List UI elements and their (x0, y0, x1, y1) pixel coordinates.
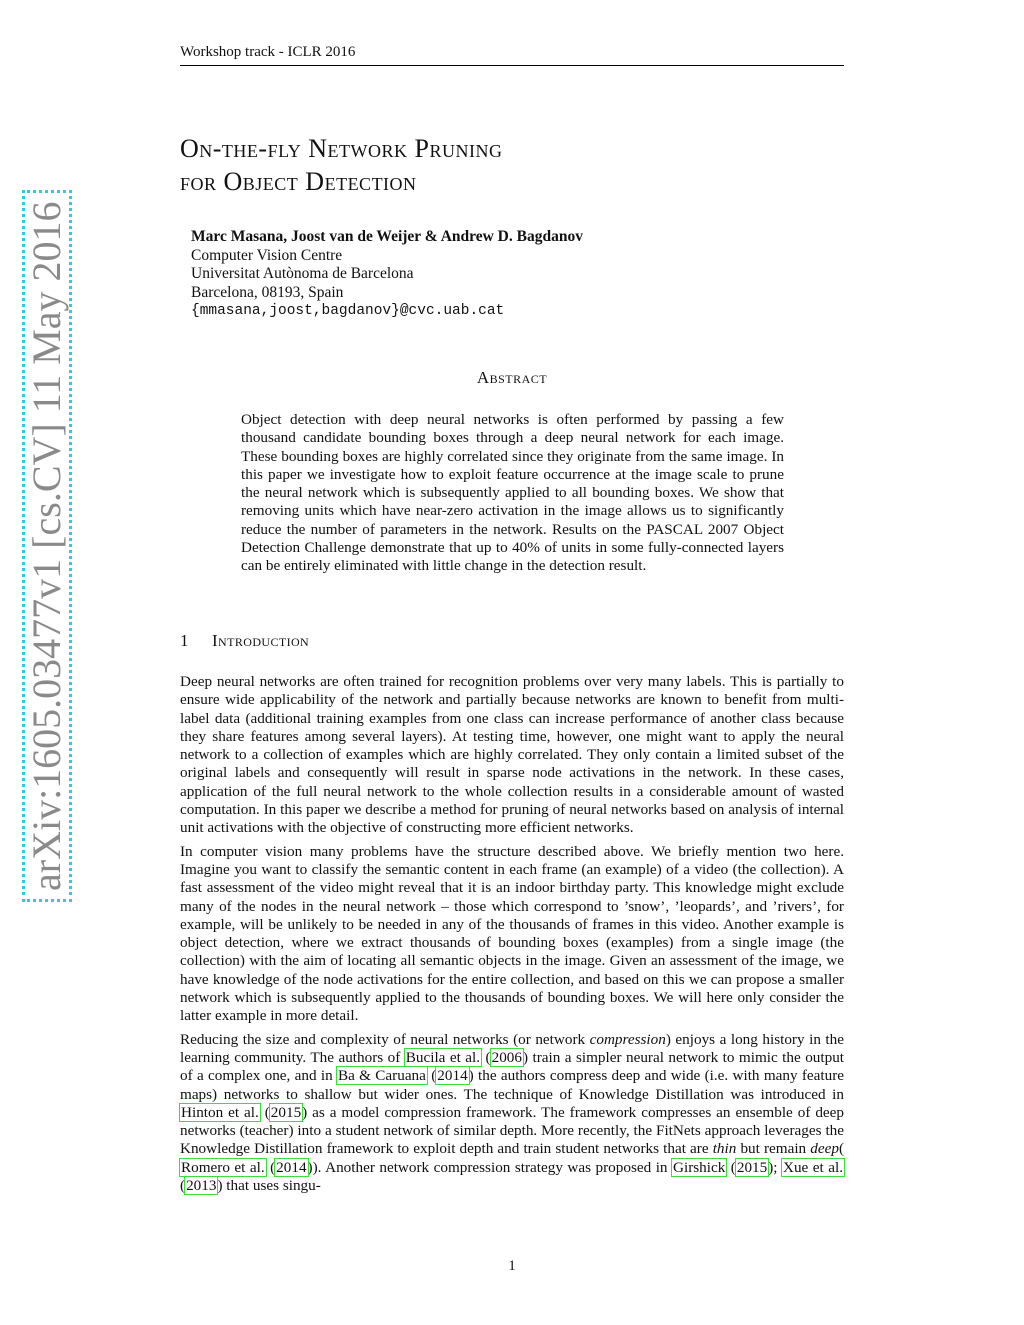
citation-year-link-hinton[interactable]: 2015 (270, 1103, 302, 1121)
text-span: ) that uses singu- (217, 1177, 321, 1195)
paper-title (180, 132, 503, 198)
text-span: ( (259, 1103, 270, 1121)
text-span: ) as a model compression framework. The framework compresses an ensemble of deep networks (teacher) into a student network of similar depth. More recently, the FitNets approach leverages the Knowledge Distillation framework to exploit depth and train student networks that are (180, 1103, 844, 1158)
text-span: ( (180, 1177, 186, 1195)
emphasis-deep: deep (810, 1140, 839, 1158)
citation-year-link-girshick[interactable]: 2015 (736, 1158, 768, 1176)
citation-link-hinton[interactable]: Hinton et al. (181, 1103, 259, 1121)
author-block (191, 228, 583, 321)
citation-year-link-bucila[interactable]: 2006 (491, 1048, 522, 1066)
intro-paragraph-3 (180, 1031, 844, 1196)
author-emails: {mmasana,joost,bagdanov}@cvc.uab.cat (191, 303, 505, 319)
abstract-text: Object detection with deep neural networks is often performed by passing a few thousand candidate bounding boxes through a deep neural network for each image. These bounding boxes are highly correlated since they originate from the same image. In this paper we investigate how to exploit feature occurrence at the image scale to prune the neural network which is subsequently applied to all bounding boxes. We show that removing units which have near-zero activation in the image allows us to significantly reduce the number of parameters in the network. Results on the PASCAL 2007 Object Detection Challenge demonstrate that up to 40% of units in some fully-connected layers can be entirely eliminated with little change in the detection result. (241, 411, 784, 575)
text-span: ) enjoys a long history in the learning community. The authors of (180, 1030, 844, 1066)
citation-link-bucila[interactable]: Bucila et al. (405, 1048, 481, 1066)
citation-year-link-romero[interactable]: 2014 (276, 1158, 307, 1176)
header-rule (180, 65, 844, 66)
affiliation-university: Universitat Autònoma de Barcelona (191, 265, 414, 282)
text-span: ( (481, 1048, 491, 1066)
text-span: ( (265, 1158, 276, 1176)
page-number: 1 (508, 1258, 516, 1274)
section-title: Introduction (212, 631, 310, 650)
section-number: 1 (180, 631, 189, 650)
author-names: Marc Masana, Joost van de Weijer & Andrew D. Bagdanov (191, 228, 583, 245)
intro-paragraph-2: In computer vision many problems have the structure described above. We briefly mention two here. Imagine you want to classify the semantic content in each frame (an example) of a video (the collection). A fast assessment of the video might reveal that it is an indoor birthday party. This knowledge might exclude many of the nodes in the neural network – those which correspond to ’snow’, ’leopards’, and ’rivers’, for example, will be unlikely to be needed in any of the thousands of frames in this video. Another example is object detection, where we extract thousands of bounding boxes (examples) from a single image (the collection) with the aim of locating all semantic objects in the image. Given an assessment of the image, we have knowledge of the node activations for the entire collection, and based on this we can propose a smaller network which is subsequently applied to the thousands of bounding boxes. We will here only consider the latter example in more detail. (180, 842, 844, 1025)
intro-paragraph-1: Deep neural networks are often trained for recognition problems over very many labels. This is partially to ensure wide applicability of the network and partially because networks are known to benefit from multi-label data (additional training examples from one class can increase performance of another class because they share features among several layers). At testing time, however, one might want to apply the neural network to a collection of examples which are highly correlated. They only contain a limited subset of the original labels and consequently will result in sparse node activations in the network. In these cases, application of the full neural network to the whole collection results in a considerable amount of wasted computation. In this paper we describe a method for pruning of neural networks based on analysis of internal unit activations with the objective of constructing more efficient networks. (180, 673, 844, 837)
text-span: ( (838, 1140, 844, 1158)
text-span: ) train a simpler neural network to mimic the output of a complex one, and in (180, 1048, 845, 1085)
text-span: ( (726, 1158, 736, 1176)
section-heading-introduction (180, 631, 309, 651)
emphasis-thin: thin (712, 1140, 737, 1158)
citation-link-girshick[interactable]: Girshick (673, 1158, 726, 1176)
running-header: Workshop track - ICLR 2016 (180, 44, 356, 60)
citation-year-link-xue[interactable]: 2013 (186, 1177, 217, 1195)
citation-year-link-ba-caruana[interactable]: 2014 (437, 1067, 468, 1085)
arxiv-identifier-stamp[interactable]: arXiv:1605.03477v1 [cs.CV] 11 May 2016 (22, 190, 72, 902)
citation-link-romero[interactable]: Romero et al. (181, 1158, 265, 1176)
affiliation-address: Barcelona, 08193, Spain (191, 283, 344, 301)
citation-link-xue[interactable]: Xue et al. (783, 1158, 843, 1176)
abstract-heading: Abstract (476, 368, 548, 387)
citation-link-ba-caruana[interactable]: Ba & Caruana (338, 1067, 426, 1085)
title-line-2: for Object Detection (180, 167, 417, 196)
text-span: )). Another network compression strategy was proposed in (307, 1158, 672, 1176)
affiliation-centre: Computer Vision Centre (191, 246, 343, 264)
title-line-1: On-the-fly Network Pruning (180, 134, 503, 163)
text-span: ) the authors compress deep and wide (i.e. with many feature maps) networks to shallow but wider ones. The technique of Knowledge Distillation was introduced in (180, 1067, 845, 1103)
text-span: ); (768, 1158, 782, 1176)
text-span: ( (426, 1067, 437, 1085)
emphasis-compression: compression (589, 1030, 666, 1048)
introduction-body (180, 673, 844, 1200)
text-span: but remain (736, 1140, 811, 1158)
text-span: Reducing the size and complexity of neural networks (or network (180, 1030, 590, 1048)
